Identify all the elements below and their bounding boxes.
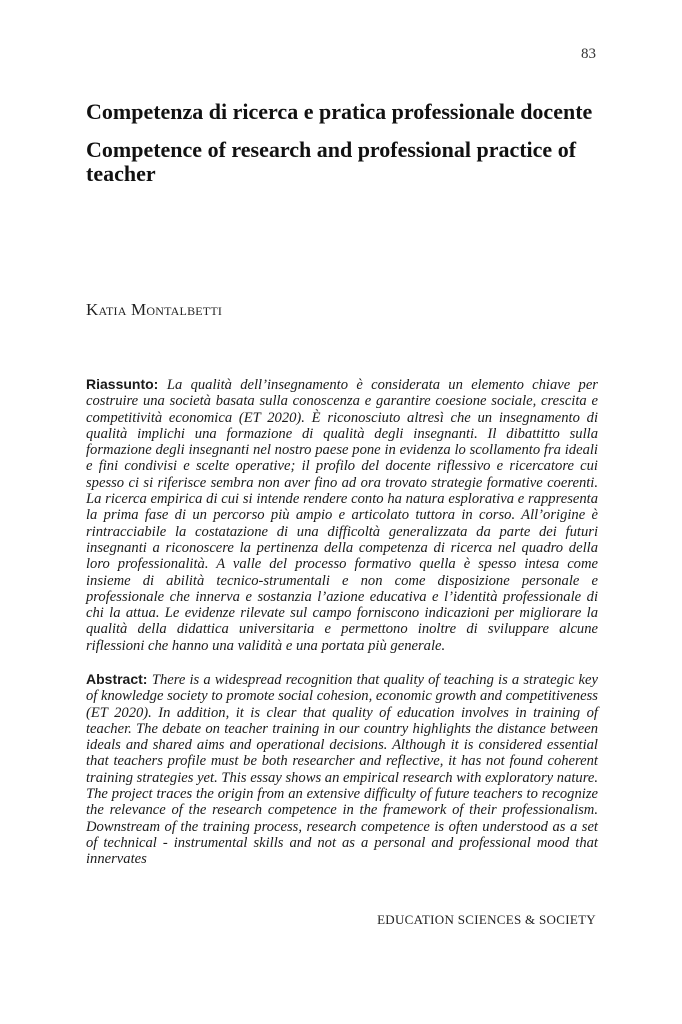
riassunto-section (86, 376, 598, 654)
title-block (86, 100, 606, 200)
abstract-label: Abstract: (86, 671, 152, 687)
abstract-text: There is a widespread recognition that quality of teaching is a strategic key of knowledge society to promote social cohesion, economic growth and competitiveness (ET 2020). In addition, it is clear that quality of education involves in training of teacher. The debate on teacher training in our country highlights the distance between ideals and shared aims and operational decisions. Although it is considered essential that teachers profile must be both researcher and reflective, it has not found coherent training strategies yet. This essay shows an empirical research with exploratory nature. The project traces the origin from an extensive difficulty of future teachers to recognize the relevance of the research competence in the framework of their professionalism. Downstream of the training process, research competence is often understood as a set of technical - instrumental skills and not as a personal and professional mood that innervates (86, 672, 598, 868)
riassunto-label: Riassunto: (86, 376, 167, 392)
riassunto-text: La qualità dell’insegnamento è considerata un elemento chiave per costruire una società basata sulla conoscenza e garantire coesione sociale, crescita e competitività economica (ET 2020). È riconosciuto altresì che un insegnamento di qualità implichi una formazione di qualità degli insegnanti. Il dibattitto sulla formazione degli insegnanti nel nostro paese pone in evidenza lo scollamento fra ideali e fini condivisi e scelte operative; il profilo del docente riflessivo e ricercatore cui spesso ci si riferisce sembra non aver fino ad ora trovato strategie formative coerenti. La ricerca empirica di cui si intende rendere conto ha natura esplorativa e rappresenta la prima fase di un percorso più ampio e articolato tuttora in corso. All’origine è rintracciabile la costatazione di una difficoltà generalizzata da parte dei futuri insegnanti a riconoscere la pertinenza della competenza di ricerca nel quadro della loro professionalità. A valle del processo formativo quella è spesso intesa come insieme di abilità tecnico-strumentali e non come disposizione personale e professionale che innerva e sostanzia l’azione educativa e l’identità professionale di chi la attua. Le evidenze rilevate sul campo forniscono indicazioni per migliorare la qualità della didattica universitaria e permettono inoltre di sviluppare alcune riflessioni che hanno una validità e una portata più generale. (86, 377, 598, 654)
page-number: 83 (581, 46, 596, 62)
title-italian: Competenza di ricerca e pratica professionale docente (86, 99, 593, 124)
abstract-section (86, 671, 598, 868)
author-name: Katia Montalbetti (86, 300, 223, 319)
journal-footer: EDUCATION SCIENCES & SOCIETY (377, 912, 596, 927)
title-english: Competence of research and professional practice of teacher (86, 137, 577, 186)
